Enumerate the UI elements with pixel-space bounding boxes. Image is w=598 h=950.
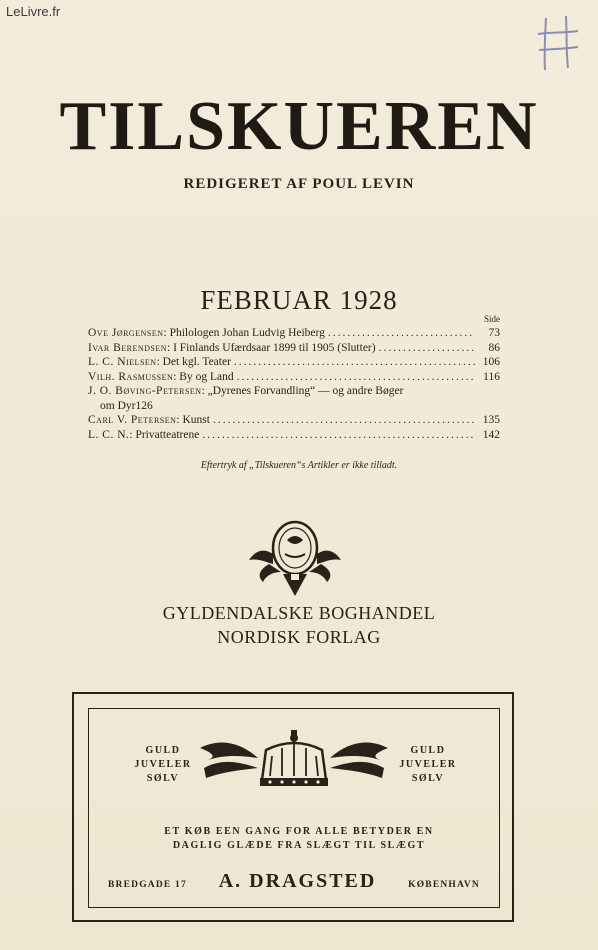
toc-title: : I Finlands Ufærdsaar 1899 til 1905 (Slutter)	[167, 341, 376, 354]
issue-date: FEBRUAR 1928	[200, 285, 398, 315]
toc-page: 116	[483, 370, 500, 383]
toc-entry	[88, 341, 500, 356]
toc-title: : Privatteatrene	[129, 428, 200, 441]
toc-page: 142	[482, 428, 500, 441]
toc-entry	[88, 384, 500, 413]
publisher-name: GYLDENDALSKE BOGHANDEL	[162, 603, 436, 623]
ad-brand: A. DRAGSTED	[218, 870, 377, 892]
publisher-imprint: NORDISK FORLAG	[217, 627, 381, 647]
toc-page: 73	[488, 327, 500, 339]
toc-author: Ivar Berendsen	[88, 341, 168, 354]
toc-title: : By og Land	[173, 370, 234, 383]
ad-footer	[108, 870, 480, 893]
table-of-contents	[88, 314, 500, 442]
ad-right-line: GULD	[410, 745, 446, 756]
toc-author: Carl V. Petersen	[88, 414, 177, 426]
crown-icon	[196, 728, 392, 792]
toc-title: : „Dyrenes Forvandling“ — og andre Bøger	[201, 385, 404, 397]
ad-city: KØBENHAVN	[408, 880, 480, 890]
leader-dots	[237, 370, 475, 385]
toc-author: Ove Jørgensen	[88, 327, 164, 339]
ad-address: BREDGADE 17	[108, 880, 187, 890]
toc-title: : Det kgl. Teater	[156, 356, 231, 368]
ad-right-column	[398, 744, 458, 786]
ad-left-line: GULD	[145, 745, 181, 756]
handwritten-mark-icon	[536, 12, 580, 74]
leader-dots	[234, 355, 475, 370]
toc-page: 135	[482, 414, 500, 426]
leader-dots	[202, 428, 475, 443]
toc-title-continued: om Dyr	[100, 399, 136, 412]
toc-page: 106	[482, 356, 500, 368]
toc-author: Vilh. Rasmussen	[88, 370, 174, 383]
toc-title: : Philologen Johan Ludvig Heiberg	[163, 327, 325, 339]
toc-entry	[88, 326, 500, 341]
toc-author: J. O. Bøving-Petersen	[88, 385, 202, 397]
ad-right-line: SØLV	[411, 773, 445, 784]
ad-right-line: JUVELER	[399, 759, 457, 770]
publisher-emblem-icon	[247, 514, 343, 598]
toc-author: L. C. N.	[88, 428, 130, 441]
watermark: LeLivre.fr	[6, 4, 61, 19]
ad-left-column	[133, 744, 193, 786]
toc-author: L. C. Nielsen	[88, 356, 157, 368]
ad-left-line: JUVELER	[134, 759, 192, 770]
page-column-label: Side	[483, 314, 500, 324]
toc-entry	[88, 370, 500, 385]
toc-page: 126	[135, 399, 153, 412]
reprint-notice: Eftertryk af „Tilskueren“s Artikler er ikke tilladt.	[200, 460, 398, 471]
toc-entry	[88, 355, 500, 370]
leader-dots	[379, 341, 475, 356]
leader-dots	[328, 326, 475, 341]
ad-left-line: SØLV	[146, 773, 180, 784]
toc-title: : Kunst	[176, 414, 210, 426]
leader-dots	[213, 413, 475, 428]
ad-slogan-line: ET KØB EEN GANG FOR ALLE BETYDER EN	[164, 826, 434, 837]
ad-slogan-line: DAGLIG GLÆDE FRA SLÆGT TIL SLÆGT	[172, 840, 426, 851]
toc-entry	[88, 413, 500, 428]
magazine-title: TILSKUEREN	[59, 88, 539, 165]
toc-entry	[88, 428, 500, 443]
editor-line: REDIGERET AF POUL LEVIN	[183, 176, 415, 192]
toc-page: 86	[488, 341, 500, 354]
